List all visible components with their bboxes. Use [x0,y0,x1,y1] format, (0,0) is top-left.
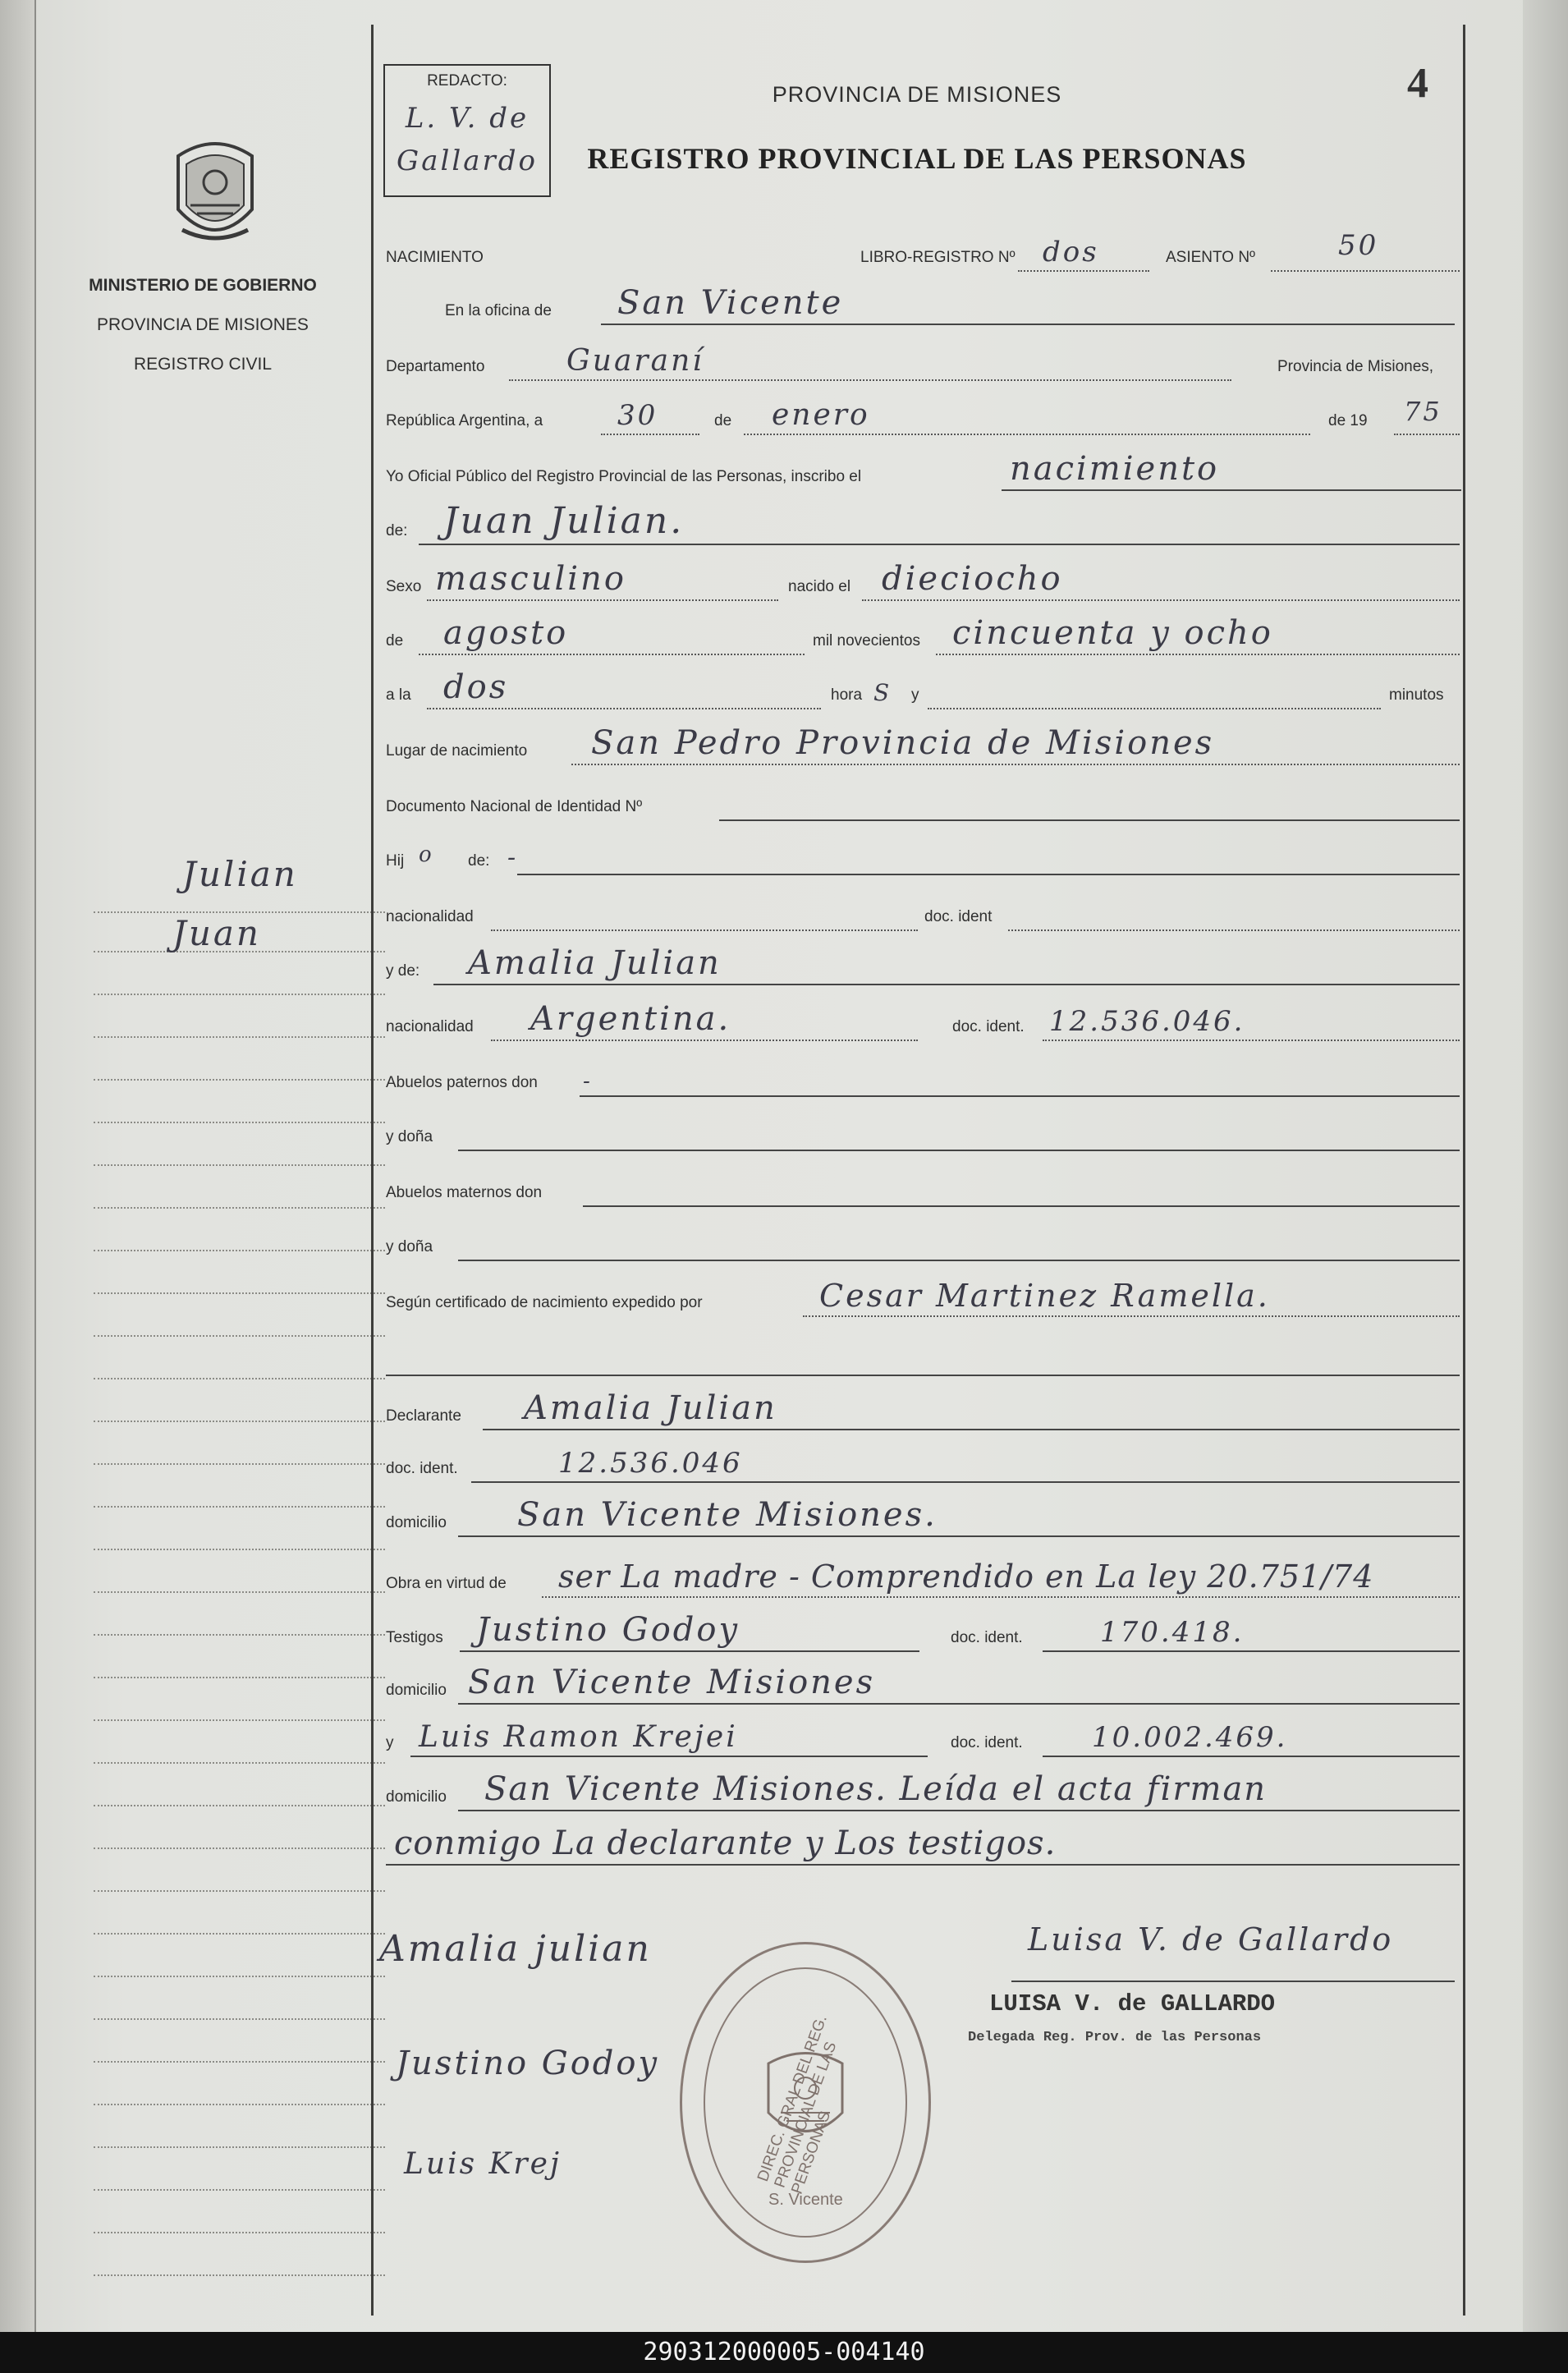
page-title: REGISTRO PROVINCIAL DE LAS PERSONAS [587,142,1247,175]
domicilio-value: San Vicente Misiones. [517,1496,938,1534]
official-title: Delegada Reg. Prov. de las Personas [968,2030,1262,2045]
dni-label: Documento Nacional de Identidad Nº [386,798,643,815]
cierre-value: conmigo La declarante y Los testigos. [394,1825,1057,1862]
row-sexo [386,560,1461,603]
oficina-label: En la oficina de [445,302,552,319]
row-cierre [386,1825,1461,1867]
domicilio2-label: domicilio [386,1682,447,1699]
row-anio-nacimiento [386,614,1461,657]
lugar-value: San Pedro Provincia de Misiones [591,724,1215,762]
nacionalidad2-label: nacionalidad [386,1018,474,1035]
hijo-de-value: - [507,843,519,872]
domicilio3-label: domicilio [386,1788,447,1806]
hora-value: dos [443,668,509,706]
certificado-value: Cesar Martinez Ramella. [819,1278,1270,1314]
nacido-label: nacido el [788,578,851,595]
row-obra [386,1560,1461,1600]
de3-label: de [386,632,404,649]
row-oficial [386,450,1461,493]
row-testigo-2 [386,1719,1461,1759]
row-nacionalidad-padre [386,893,1461,933]
official-name: LUISA V. de GALLARDO [989,1990,1276,2017]
libro-value: dos [1043,236,1099,269]
row-domicilio-testigo-1 [386,1664,1461,1706]
departamento-label: Departamento [386,358,485,375]
page-edge [1523,0,1568,2332]
margin-surname: Julian [182,854,298,894]
declarante-label: Declarante [386,1407,461,1425]
provincia-suffix: Provincia de Misiones, [1277,358,1434,375]
sexo-label: Sexo [386,578,422,595]
abuelos-paternos-value: - [583,1069,593,1094]
libro-label: LIBRO-REGISTRO Nº [860,249,1016,266]
sexo-value: masculino [435,560,626,598]
abuelos-paternos-label: Abuelos paternos don [386,1074,538,1091]
doc-ident4-value: 170.418. [1100,1616,1245,1649]
row-abuelos-maternos [386,1169,1461,1209]
de2-label: de: [386,522,408,539]
hora-label: hora [831,686,863,704]
hijo-label: Hij [386,852,405,870]
lugar-label: Lugar de nacimiento [386,742,528,760]
row-testigo-1 [386,1611,1461,1654]
doc-ident2-value: 12.536.046. [1049,1005,1245,1038]
oficial-value: nacimiento [1010,450,1220,488]
redacto-line-2: Gallardo [397,145,538,177]
row-domicilio-declarante [386,1496,1461,1539]
row-domicilio-testigo-2 [386,1770,1461,1813]
domicilio-label: domicilio [386,1514,447,1531]
anio-value: 75 [1404,396,1442,427]
row-oficina [386,284,1461,327]
signature-line [1011,1981,1455,1982]
margin-given-name: Juan [172,913,261,953]
testigo1-value: Justino Godoy [476,1611,740,1649]
yde-label: y de: [386,962,420,980]
header-province: PROVINCIA DE MISIONES [772,82,1062,107]
row-nacionalidad-madre [386,1000,1461,1043]
image-id-footer: 290312000005-004140 [0,2332,1568,2373]
nacido-value: dieciocho [882,560,1063,598]
stamp-text: DIREC. GRAL DEL REG. PROVINCIAL DE LAS PERSONAS [754,2013,841,2196]
row-dni [386,783,1461,823]
testigo2-signature: Luis Krej [404,2147,562,2181]
official-signature: Luisa V. de Gallardo [1028,1921,1394,1958]
row-departamento [386,343,1461,383]
declarante-signature: Amalia julian [379,1928,652,1970]
row-hora [386,668,1461,711]
anio-label: de 19 [1328,412,1368,429]
testigo1-signature: Justino Godoy [396,2045,660,2082]
domicilio3-value: San Vicente Misiones. Leída el acta firman [484,1770,1268,1808]
row-lugar [386,724,1461,767]
row-doc-declarante [386,1445,1461,1485]
dia-value: 30 [617,399,658,432]
oficial-label: Yo Oficial Público del Registro Provincial de las Personas, inscribo el [386,468,862,485]
doc-ident4-label: doc. ident. [951,1629,1023,1646]
anio-nacimiento-value: cincuenta y ocho [952,614,1273,652]
asiento-label: ASIENTO Nº [1166,249,1255,266]
stamp-place: S. Vicente [768,2191,843,2209]
de-label: de [714,412,732,429]
birth-record-form [371,0,1463,2332]
departamento-value: Guaraní [566,344,704,378]
domicilio2-value: San Vicente Misiones [468,1664,876,1701]
official-seal-stamp [680,1942,931,2263]
mil-label: mil novecientos [813,632,920,649]
ministry-province: PROVINCIA DE MISIONES [97,315,309,334]
y2-label: y [386,1734,394,1751]
ala-label: a la [386,686,411,704]
nacionalidad2-value: Argentina. [530,1000,731,1038]
oficina-value: San Vicente [617,284,844,322]
row-abuelos-paternos [386,1059,1461,1099]
ydona-label: y doña [386,1128,433,1145]
certificado-label: Según certificado de nacimiento expedido por [386,1294,703,1311]
nacionalidad-label: nacionalidad [386,908,474,925]
row-madre [386,944,1461,987]
ministry-registry: REGISTRO CIVIL [133,355,273,374]
row-declarante [386,1389,1461,1432]
republica-label: República Argentina, a [386,412,543,429]
doc-ident-label: doc. ident [924,908,993,925]
madre-value: Amalia Julian [468,944,722,982]
book-spine [0,0,36,2332]
obra-label: Obra en virtud de [386,1575,507,1592]
doc-ident5-label: doc. ident. [951,1734,1023,1751]
doc-ident5-value: 10.002.469. [1092,1721,1288,1754]
row-nombre [386,500,1461,547]
nombre-value: Juan Julian. [443,500,685,542]
row-hijo [386,838,1461,877]
doc-ident3-value: 12.536.046 [558,1447,743,1480]
ydona2-label: y doña [386,1238,433,1255]
minutos-label: minutos [1389,686,1444,704]
row-blank [386,1338,1461,1378]
provincial-emblem-icon [166,131,264,250]
y-label: y [911,686,919,704]
declarante-value: Amalia Julian [524,1389,777,1427]
testigos-label: Testigos [386,1629,443,1646]
left-margin-column [34,0,371,2332]
ministry-title: MINISTERIO DE GOBIERNO [89,276,317,295]
testigo2-value: Luis Ramon Krejei [419,1720,738,1754]
row-abuela-materna [386,1223,1461,1263]
hijo-suffix: o [419,842,434,867]
doc-ident2-label: doc. ident. [952,1018,1025,1035]
row-fecha [386,397,1461,437]
abuelos-maternos-label: Abuelos maternos don [386,1184,543,1201]
row-certificado [386,1279,1461,1319]
nacimiento-label: NACIMIENTO [386,249,484,266]
doc-ident3-label: doc. ident. [386,1460,458,1477]
redacto-label: REDACTO: [427,72,507,90]
row-abuela-paterna [386,1113,1461,1153]
row-nacimiento [386,229,1461,273]
hora-s: S [873,679,892,706]
page-number: 4 [1407,60,1428,107]
hijo-de-label: de: [468,852,490,870]
redacto-line-1: L. V. de [405,102,530,135]
mes-value: enero [772,398,870,432]
right-border [1463,25,1465,2316]
asiento-value: 50 [1338,229,1379,262]
obra-value: ser La madre - Comprendido en La ley 20.751/74 [558,1558,1374,1595]
mes-nacimiento-value: agosto [443,614,569,652]
